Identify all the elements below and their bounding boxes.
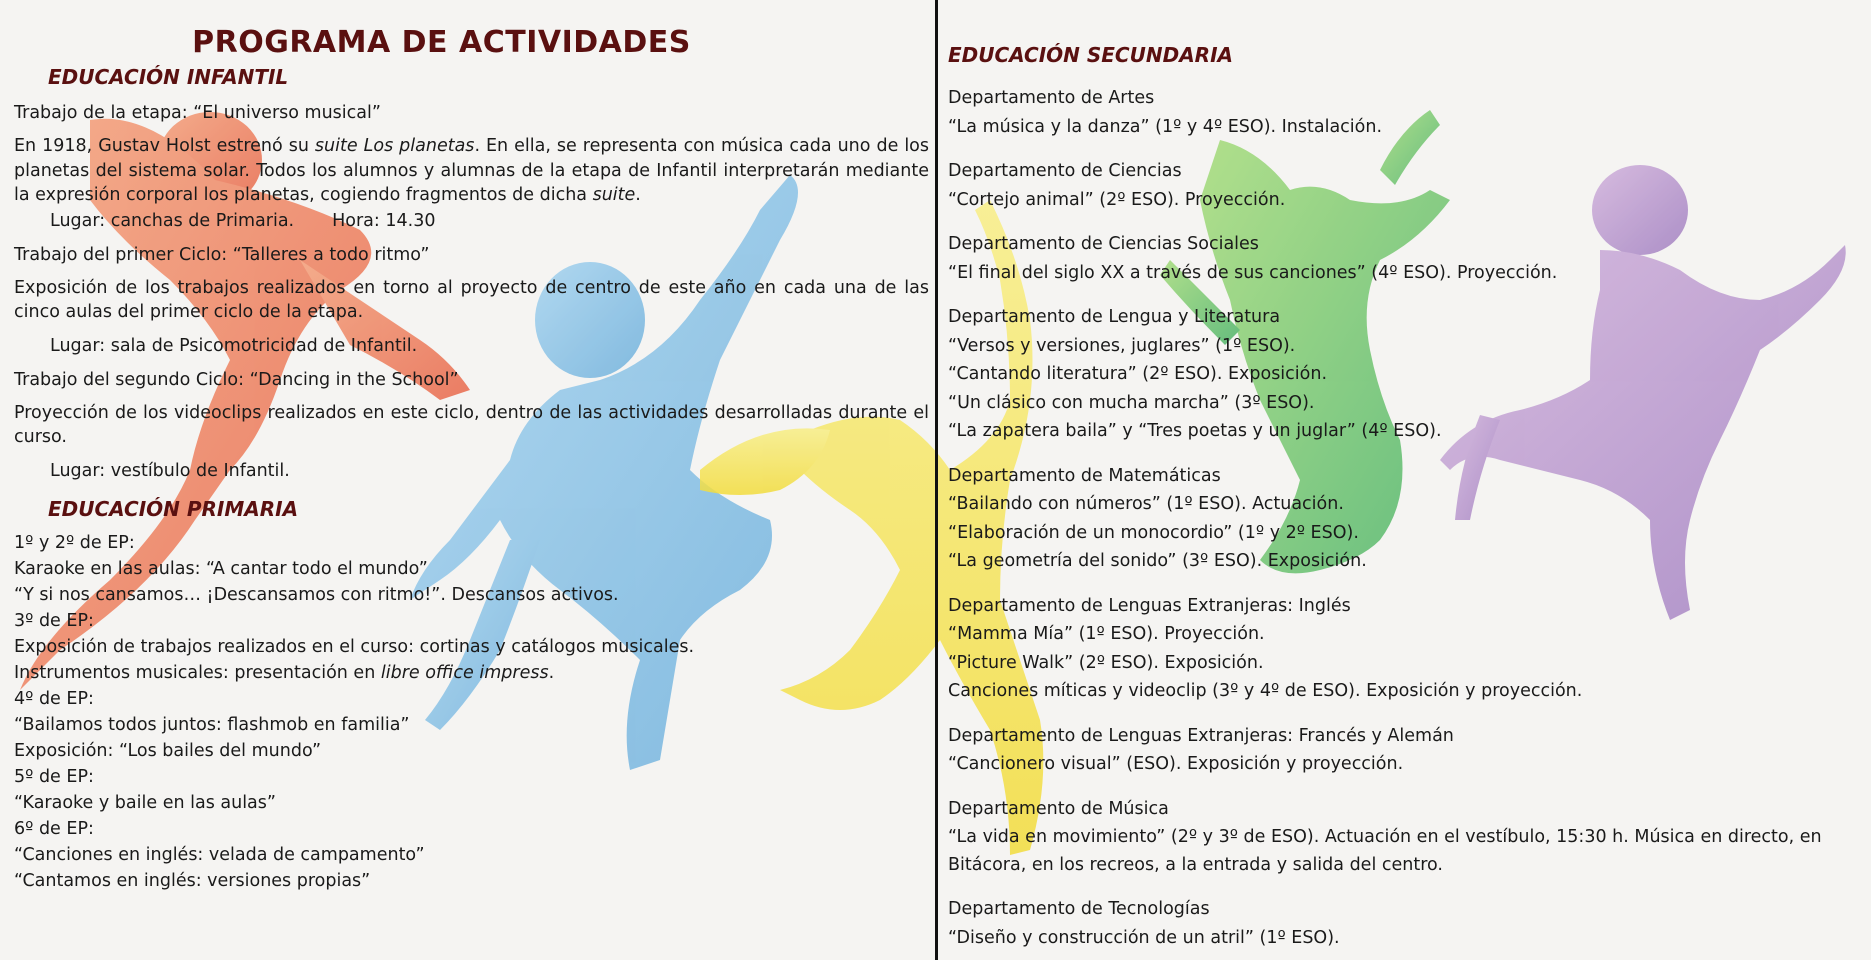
dept-sociales xyxy=(948,230,1848,287)
dept-title: Departamento de Lenguas Extranjeras: Inglés xyxy=(948,595,1351,616)
list-item: Exposición de trabajos realizados en el curso: cortinas y catálogos musicales. xyxy=(14,636,695,657)
dept-title: Departamento de Ciencias Sociales xyxy=(948,234,1259,254)
dept-title: Departamento de Artes xyxy=(948,88,1155,108)
dept-matematicas xyxy=(948,462,1848,576)
ciclo1-description: Exposición de los trabajos realizados en torno al proyecto de centro de este año en cada una de las cinco aulas del primer ciclo de la etapa. xyxy=(14,277,929,322)
page-divider xyxy=(935,0,938,960)
dept-artes xyxy=(948,84,1848,141)
list-item: “La música y la danza” (1º y 4º ESO). Instalación. xyxy=(948,116,1383,137)
list-item: “Mamma Mía” (1º ESO). Proyección. xyxy=(948,624,1265,644)
etapa-time: Hora: 14.30 xyxy=(332,210,436,231)
dept-title: Departamento de Música xyxy=(948,798,1169,819)
dept-tecnologias xyxy=(948,895,1848,952)
list-item: “Elaboración de un monocordio” (1º y 2º ESO). xyxy=(948,522,1359,543)
list-item: “Karaoke y baile en las aulas” xyxy=(14,792,276,813)
primaria-heading: EDUCACIÓN PRIMARIA xyxy=(48,496,299,521)
left-page xyxy=(14,25,930,894)
list-item: 1º y 2º de EP: xyxy=(14,532,135,553)
primaria-list xyxy=(14,530,929,894)
list-item: “La vida en movimiento” (2º y 3º de ESO). Actuación en el vestíbulo, 15:30 h. Música en directo, en Bitácora, en los recreos, a la entrada y salida del centro. xyxy=(948,827,1822,875)
dept-ciencias xyxy=(948,157,1848,214)
list-item: “Cortejo animal” (2º ESO). Proyección. xyxy=(948,189,1286,210)
page-title: PROGRAMA DE ACTIVIDADES xyxy=(192,25,691,60)
ciclo1-location: Lugar: sala de Psicomotricidad de Infantil. xyxy=(50,335,418,356)
etapa-location: Lugar: canchas de Primaria. Hora: 14.30 xyxy=(50,210,436,231)
dept-lengua xyxy=(948,303,1848,446)
list-item: “Diseño y construcción de un atril” (1º ESO). xyxy=(948,927,1340,948)
list-item: Canciones míticas y videoclip (3º y 4º de ESO). Exposición y proyección. xyxy=(948,681,1583,701)
list-item: “Un clásico con mucha marcha” (3º ESO). xyxy=(948,392,1315,413)
list-item: 6º de EP: xyxy=(14,818,94,839)
ciclo1-title: Trabajo del primer Ciclo: “Talleres a todo ritmo” xyxy=(14,244,430,265)
list-item: “La zapatera baila” y “Tres poetas y un juglar” (4º ESO). xyxy=(948,421,1442,441)
etapa-title: Trabajo de la etapa: “El universo musical” xyxy=(14,103,381,123)
ciclo2-location: Lugar: vestíbulo de Infantil. xyxy=(50,460,290,481)
list-item: “Bailando con números” (1º ESO). Actuación. xyxy=(948,494,1344,514)
dept-title: Departamento de Tecnologías xyxy=(948,899,1210,919)
list-item: 3º de EP: xyxy=(14,610,94,631)
list-item: “Y si nos cansamos… ¡Descansamos con ritmo!”. Descansos activos. xyxy=(14,584,619,605)
list-item: Karaoke en las aulas: “A cantar todo el mundo” xyxy=(14,558,428,579)
dept-title: Departamento de Lenguas Extranjeras: Francés y Alemán xyxy=(948,725,1454,746)
dept-title: Departamento de Matemáticas xyxy=(948,465,1221,486)
list-item: “Versos y versiones, juglares” (1º ESO). xyxy=(948,335,1296,356)
list-item: Instrumentos musicales: presentación en libre office impress. xyxy=(14,662,555,683)
list-item: “Bailamos todos juntos: flashmob en familia” xyxy=(14,714,410,735)
dept-ingles xyxy=(948,592,1848,706)
dept-title: Departamento de Lengua y Literatura xyxy=(948,307,1281,327)
etapa-description: En 1918, Gustav Holst estrenó su suite Los planetas. En ella, se representa con música cada uno de los planetas del sistema solar. Todos los alumnos y alumnas de la etapa de Infantil interpretarán mediante la expresión corporal los planetas, cogiendo fragmentos de dicha suite. xyxy=(14,136,930,205)
list-item: 5º de EP: xyxy=(14,766,94,787)
list-item: Exposición: “Los bailes del mundo” xyxy=(14,740,322,761)
list-item: “La geometría del sonido” (3º ESO). Exposición. xyxy=(948,551,1367,571)
list-item: “Canciones en inglés: velada de campamento” xyxy=(14,844,425,865)
dept-frances-aleman xyxy=(948,722,1848,779)
list-item: 4º de EP: xyxy=(14,688,94,709)
list-item: “Cantamos en inglés: versiones propias” xyxy=(14,870,371,891)
right-page xyxy=(948,42,1848,952)
dept-musica xyxy=(948,795,1848,880)
infantil-heading: EDUCACIÓN INFANTIL xyxy=(48,65,289,89)
list-item: “Picture Walk” (2º ESO). Exposición. xyxy=(948,652,1264,673)
list-item: “Cancionero visual” (ESO). Exposición y proyección. xyxy=(948,754,1404,774)
list-item: “Cantando literatura” (2º ESO). Exposición. xyxy=(948,364,1328,384)
ciclo2-description: Proyección de los videoclips realizados en este ciclo, dentro de las actividades desarrolladas durante el curso. xyxy=(14,402,929,447)
dept-title: Departamento de Ciencias xyxy=(948,161,1182,181)
secundaria-heading: EDUCACIÓN SECUNDARIA xyxy=(948,43,1233,67)
list-item: “El final del siglo XX a través de sus canciones” (4º ESO). Proyección. xyxy=(948,262,1558,283)
ciclo2-title: Trabajo del segundo Ciclo: “Dancing in the School” xyxy=(14,369,459,390)
